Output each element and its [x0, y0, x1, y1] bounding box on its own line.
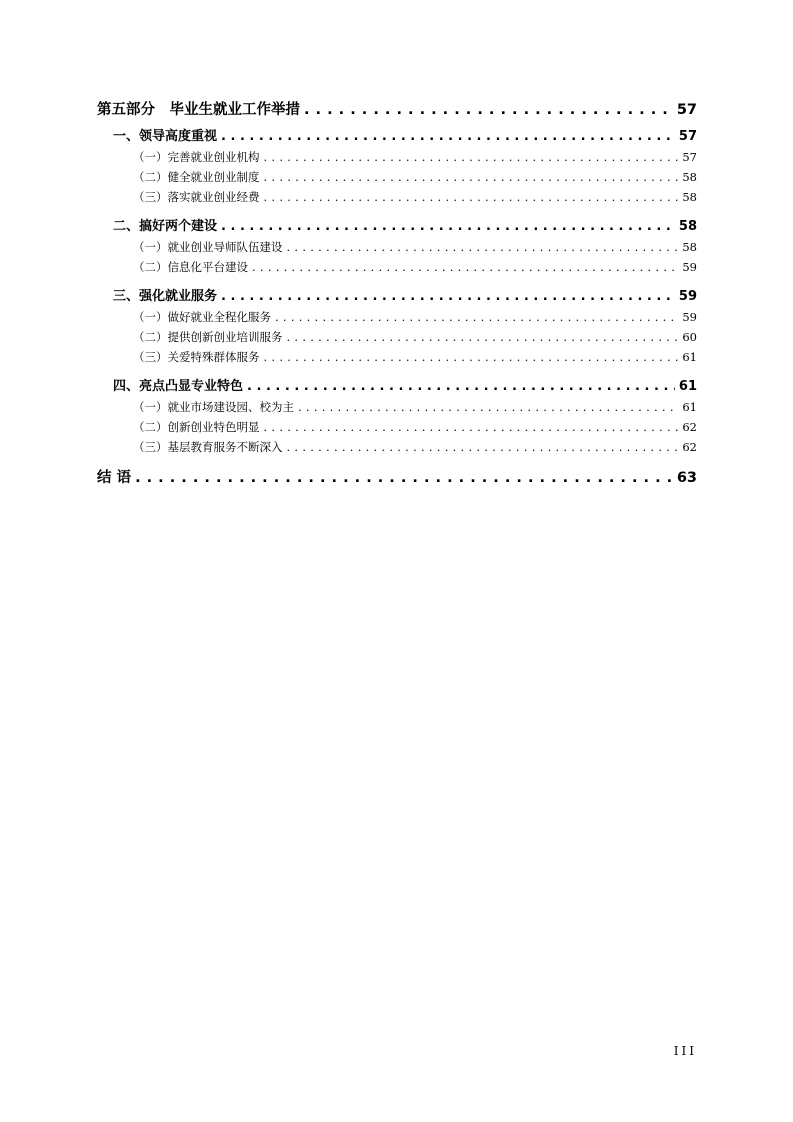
toc-entry-sec4[interactable]	[97, 377, 697, 397]
toc-entry-label: （一）完善就业创业机构	[133, 150, 260, 164]
toc-entry-label: （三）落实就业创业经费	[133, 190, 260, 204]
dot-leader	[287, 437, 679, 457]
dot-leader	[247, 377, 675, 397]
toc-entry-label: 二、搞好两个建设	[113, 219, 218, 234]
toc-entry-label: 结 语	[97, 470, 132, 486]
toc-entry-sec3[interactable]	[97, 287, 697, 307]
dot-leader	[298, 397, 678, 417]
toc-entry-page: 62	[682, 420, 697, 434]
dot-leader	[221, 217, 675, 237]
dot-leader	[264, 167, 679, 187]
toc-entry-page: 60	[682, 330, 697, 344]
toc-entry-page: 59	[682, 260, 697, 274]
toc-entry-sec2[interactable]	[97, 217, 697, 237]
dot-leader	[304, 99, 673, 121]
toc-entry-page: 58	[682, 190, 697, 204]
toc-entry-sec2-item2[interactable]	[97, 257, 697, 277]
toc-entry-page: 59	[682, 310, 697, 324]
toc-entry-label: （二）信息化平台建设	[133, 260, 248, 274]
dot-leader	[287, 237, 679, 257]
toc-entry-label: （二）创新创业特色明显	[133, 420, 260, 434]
toc-entry-label: （二）提供创新创业培训服务	[133, 330, 283, 344]
dot-leader	[264, 417, 679, 437]
toc-entry-page: 57	[676, 102, 697, 118]
toc-entry-page: 63	[676, 470, 697, 486]
toc-entry-page: 61	[682, 350, 697, 364]
toc-entry-page: 57	[682, 150, 697, 164]
dot-leader	[221, 127, 675, 147]
toc-entry-sec4-item2[interactable]	[97, 417, 697, 437]
toc-entry-page: 62	[682, 440, 697, 454]
dot-leader	[264, 347, 679, 367]
dot-leader	[221, 287, 675, 307]
toc-entry-conclusion[interactable]	[97, 467, 697, 489]
toc-entry-page: 58	[682, 240, 697, 254]
toc-entry-sec4-item3[interactable]	[97, 437, 697, 457]
toc-entry-page: 61	[682, 400, 697, 414]
toc-entry-label: 一、领导高度重视	[113, 129, 218, 144]
dot-leader	[264, 187, 679, 207]
toc-entry-part5[interactable]	[97, 99, 697, 121]
toc-entry-label: （三）基层教育服务不断深入	[133, 440, 283, 454]
toc-entry-sec1-item1[interactable]	[97, 147, 697, 167]
toc-entry-label: 三、强化就业服务	[113, 289, 218, 304]
toc-entry-label: 第五部分 毕业生就业工作举措	[97, 102, 300, 118]
dot-leader	[287, 327, 679, 347]
toc-entry-label: （一）就业市场建设园、校为主	[133, 400, 294, 414]
toc-entry-page: 57	[678, 129, 697, 144]
toc-entry-sec4-item1[interactable]	[97, 397, 697, 417]
toc-entry-label: （一）就业创业导师队伍建设	[133, 240, 283, 254]
toc-entry-page: 59	[678, 289, 697, 304]
toc-entry-page: 61	[678, 379, 697, 394]
toc-entry-label: 四、亮点凸显专业特色	[113, 379, 244, 394]
toc-entry-sec1-item2[interactable]	[97, 167, 697, 187]
toc-entry-page: 58	[678, 219, 697, 234]
toc-entry-label: （一）做好就业全程化服务	[133, 310, 271, 324]
toc-entry-sec3-item1[interactable]	[97, 307, 697, 327]
page-number: III	[673, 1044, 697, 1058]
toc-entry-label: （二）健全就业创业制度	[133, 170, 260, 184]
toc-entry-label: （三）关爱特殊群体服务	[133, 350, 260, 364]
dot-leader	[252, 257, 678, 277]
toc-entry-sec1[interactable]	[97, 127, 697, 147]
toc-entry-sec2-item1[interactable]	[97, 237, 697, 257]
toc-entry-sec3-item3[interactable]	[97, 347, 697, 367]
dot-leader	[275, 307, 678, 327]
toc-entry-page: 58	[682, 170, 697, 184]
toc-entry-sec1-item3[interactable]	[97, 187, 697, 207]
dot-leader	[135, 467, 673, 489]
table-of-contents	[97, 99, 697, 489]
toc-entry-sec3-item2[interactable]	[97, 327, 697, 347]
dot-leader	[264, 147, 679, 167]
